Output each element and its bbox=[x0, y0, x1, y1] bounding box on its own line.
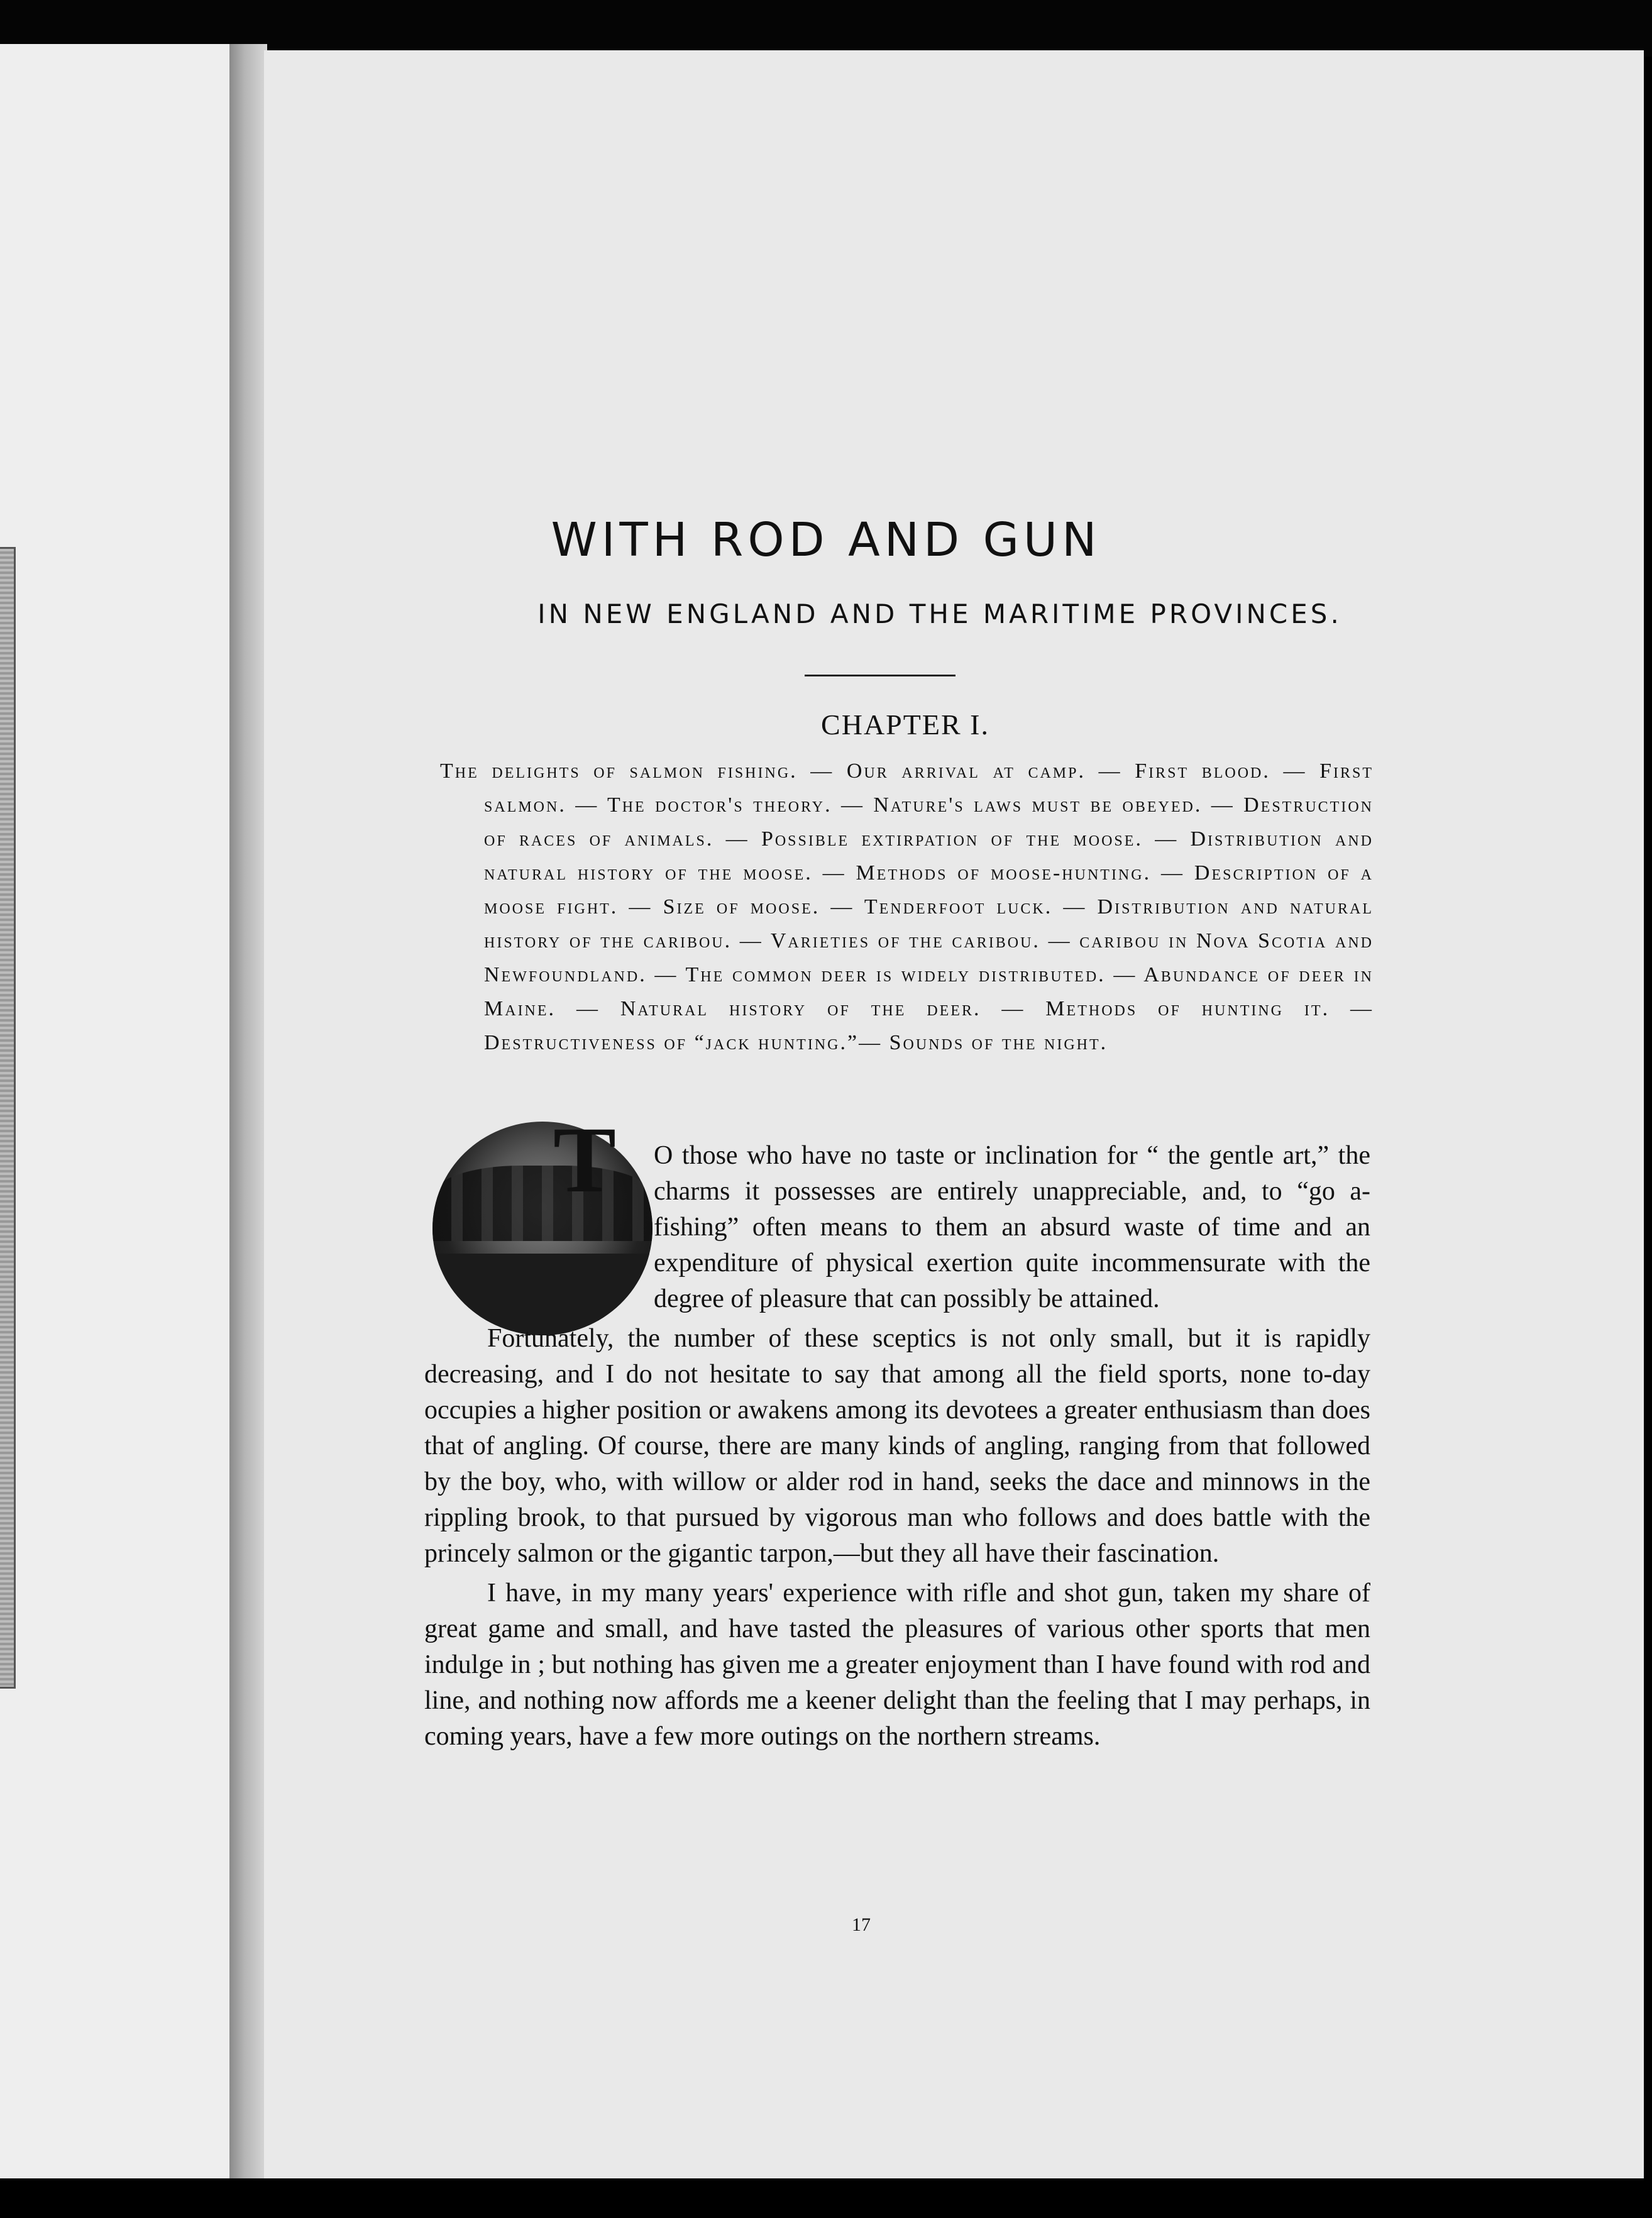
page-number: 17 bbox=[852, 1914, 871, 1935]
facing-page-plate-edge bbox=[0, 547, 16, 1689]
paragraph-2: Fortunately, the number of these sceptics is not only small, but it is rapidly decreasing, and I do not hesitate to say that among all the field sports, none to-day occupies a higher position or awakens among its devotees a greater enthusiasm than does that of angling. Of course, there are many kinds of angling, ranging from that followed by the boy, who, with willow or alder rod in hand, seeks the dace and minnows in the rippling brook, to that pursued by vigorous man who follows and does battle with the princely salmon or the gigantic tarpon,—but they all have their fascination. bbox=[424, 1324, 1370, 1568]
chapter-heading: CHAPTER I. bbox=[821, 709, 989, 741]
book-page bbox=[264, 50, 1644, 2197]
book-title: WITH ROD AND GUN bbox=[551, 513, 1101, 567]
facing-page bbox=[0, 44, 231, 2178]
synopsis-text: The delights of salmon fishing. — Our arrival at camp. — First blood. — First salmon. — The doctor's theory. — Nature's laws must be obeyed. — Destruction of races of animals. — Possible extirpation of the moose. — Distribution and natural history of the moose. — Methods of moose-hunting. — Description of a moose fight. — Size of moose. — Tenderfoot luck. — Distribution and natural history of the caribou. — Varieties of the caribou. — caribou in Nova Scotia and Newfoundland. — The common deer is widely distributed. — Abundance of deer in Maine. — Natural history of the deer. — Methods of hunting it. — Destructiveness of “jack hunting.”— Sounds of the night. bbox=[440, 759, 1374, 1054]
book-subtitle: IN NEW ENGLAND AND THE MARITIME PROVINCES. bbox=[537, 599, 1342, 629]
scan-bottom-edge bbox=[0, 2178, 1652, 2218]
chapter-synopsis bbox=[440, 754, 1374, 1060]
chapter-body bbox=[424, 1138, 1370, 1755]
paragraph-1: O those who have no taste or inclination for “ the gentle art,” the charms it possesses are entirely unappreciable, and, to “go a-fishing” often means to them an absurd waste of time and an expenditure of physical exertion quite incommensurate with the degree of pleasure that can possibly be attained. bbox=[654, 1141, 1370, 1313]
title-divider bbox=[805, 675, 955, 676]
paragraph-3: I have, in my many years' experience with rifle and shot gun, taken my share of great game and small, and have tasted the pleasures of various other sports that men indulge in ; but nothing has given me a greater enjoyment than I have found with rod and line, and nothing now affords me a keener delight than the feeling that I may perhaps, in coming years, have a few more outings on the northern streams. bbox=[424, 1579, 1370, 1751]
drop-cap-letter: T bbox=[553, 1108, 617, 1212]
book-gutter bbox=[229, 44, 267, 2178]
